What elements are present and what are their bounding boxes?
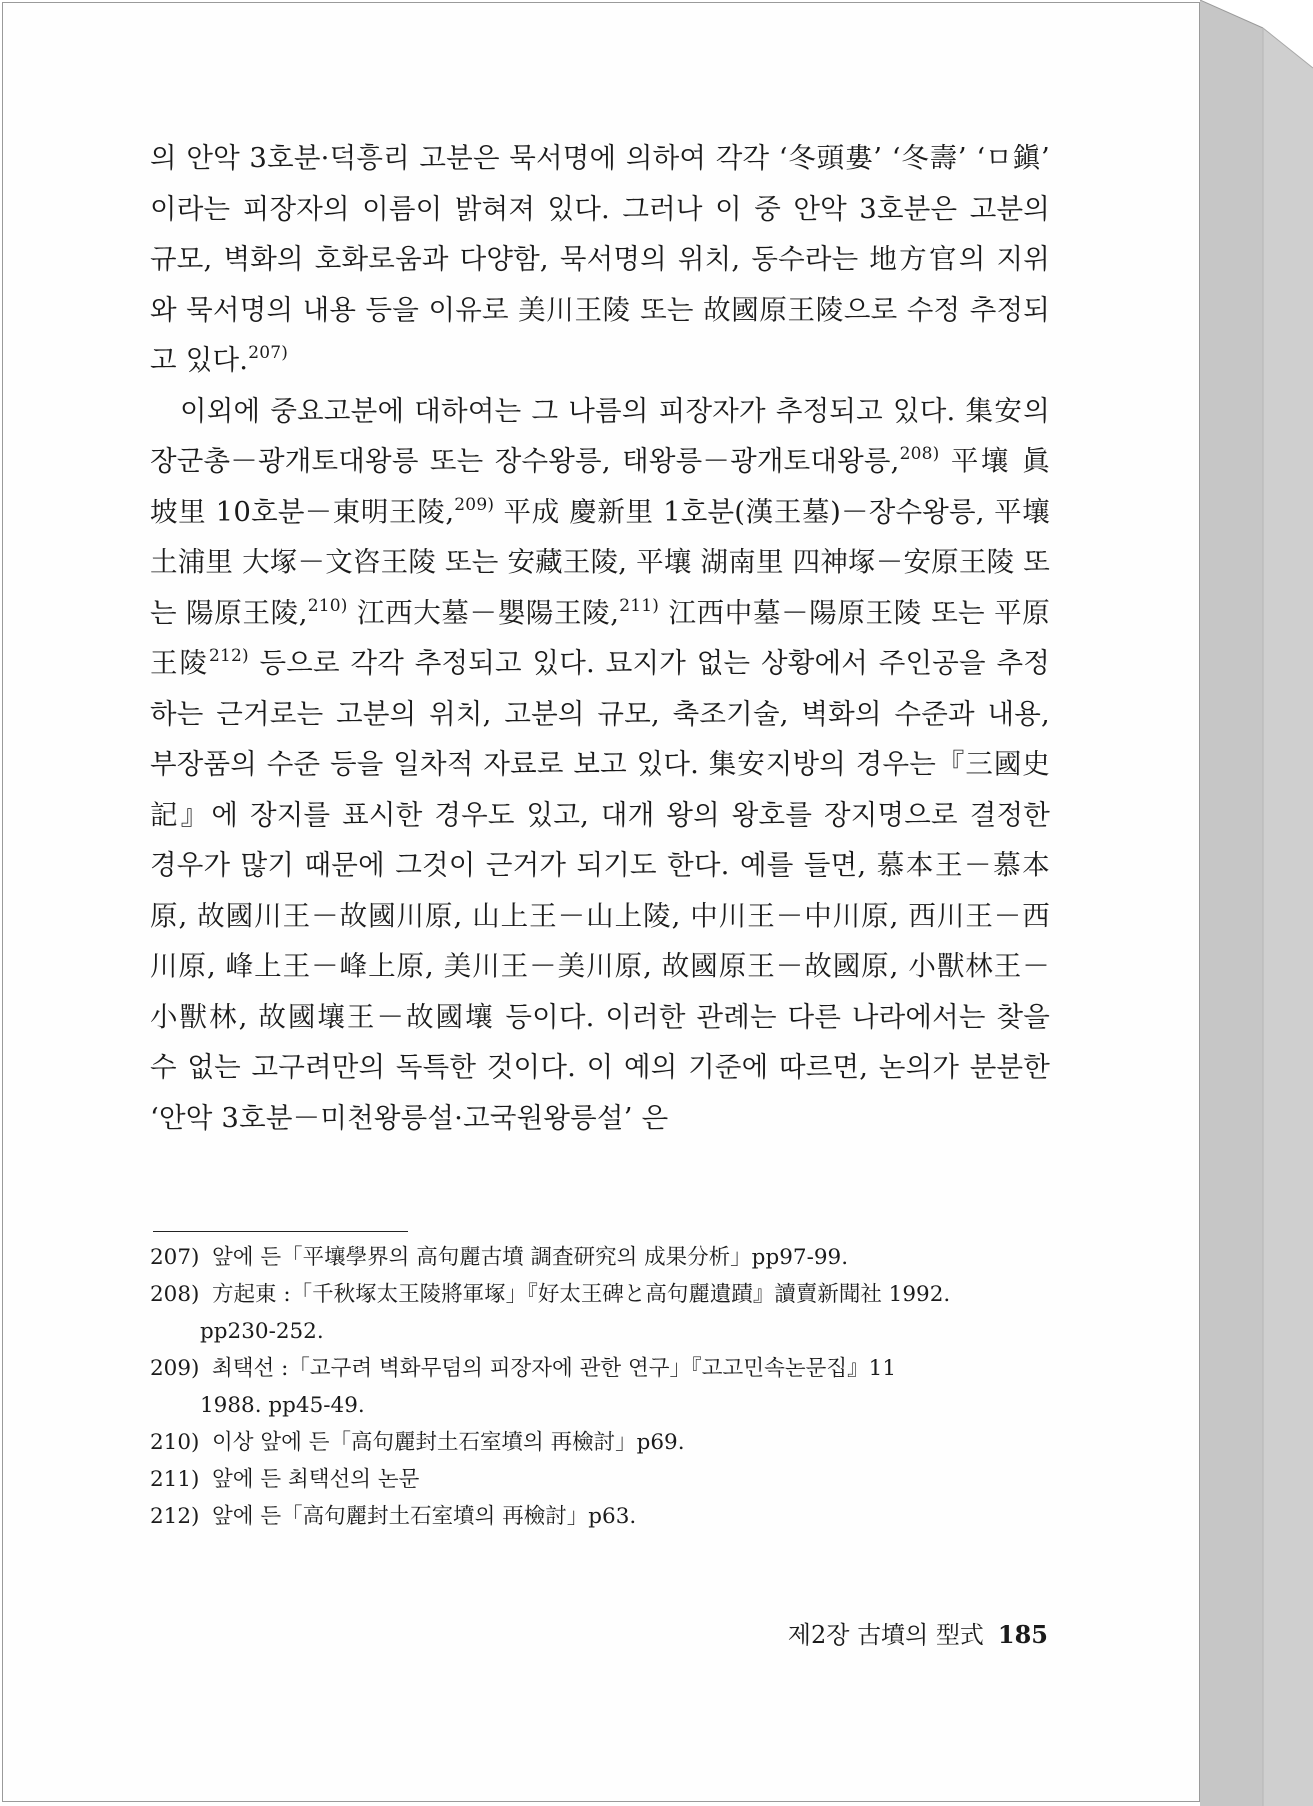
footnote xyxy=(150,1276,1050,1350)
footnote-text: 方起東 :「千秋塚太王陵將軍塚」『好太王碑と高句麗遺蹟』讀賣新聞社 1992. xyxy=(212,1282,951,1307)
footnote-ref: 208) xyxy=(899,444,940,464)
body-text-run: 의 안악 3호분·덕흥리 고분은 묵서명에 의하여 각각 ‘冬頭婁’ ‘冬壽’ ‘ㅁ鎭’ 이라는 피장자의 이름이 밝혀져 있다. 그러나 이 중 안악 3호분은 고분의 규모, 벽화의 호화로움과 다양함, 묵서명의 위치, 동수라는 地方官의 지위와 묵서명의 내용 등을 이유로 美川王陵 또는 故國原王陵으로 수정 추정되고 있다. xyxy=(150,142,1050,376)
footnote xyxy=(150,1424,1050,1461)
footnote xyxy=(150,1498,1050,1535)
running-head: 제2장 古墳의 型式 xyxy=(787,1621,984,1649)
footnote xyxy=(150,1461,1050,1498)
running-footer xyxy=(733,1615,1048,1650)
footnote-ref: 212) xyxy=(208,646,249,666)
body-paragraph xyxy=(150,133,1050,386)
body-text-run: 등으로 각각 추정되고 있다. 묘지가 없는 상황에서 주인공을 추정하는 근거로는 고분의 위치, 고분의 규모, 축조기술, 벽화의 수준과 내용, 부장품의 수준 등을 일차적 자료로 보고 있다. 集安지방의 경우는『三國史記』에 장지를 표시한 경우도 있고, 대개 왕의 왕호를 장지명으로 결정한 경우가 많기 때문에 그것이 근거가 되기도 한다. 예를 들면, 慕本王－慕本原, 故國川王－故國川原, 山上王－山上陵, 中川王－中川原, 西川王－西川原, 峰上王－峰上原, 美川王－美川原, 故國原王－故國原, 小獸林王－小獸林, 故國壤王－故國壤 등이다. 이러한 관례는 다른 나라에서는 찾을 수 없는 고구려만의 독특한 것이다. 이 예의 기준에 따르면, 논의가 분분한 ‘안악 3호분－미천왕릉설·고국원왕릉설’ 은 xyxy=(150,647,1050,1134)
footnote xyxy=(150,1350,1050,1424)
body-text-run: 江西大墓－嬰陽王陵, xyxy=(347,596,620,629)
footnote-number: 207) xyxy=(150,1245,200,1270)
footnote-text: 이상 앞에 든「高句麗封土石室墳의 再檢討」p69. xyxy=(212,1430,685,1455)
footnote-ref: 210) xyxy=(307,595,348,616)
footnote-number: 209) xyxy=(150,1356,200,1381)
footnote-continuation: pp230-252. xyxy=(200,1319,324,1344)
footnote-number: 211) xyxy=(150,1467,200,1492)
body-text-run: 平壤 眞坡里 10호분－東明王陵, xyxy=(150,445,1051,528)
body-text xyxy=(150,133,1050,1143)
footnote-separator xyxy=(153,1231,408,1232)
footnote-text: 앞에 든 최택선의 논문 xyxy=(212,1467,420,1492)
footnote-text: 최택선 :「고구려 벽화무덤의 피장자에 관한 연구」『고고민속논문집』11 xyxy=(212,1356,897,1381)
footnote-ref: 209) xyxy=(454,494,495,515)
body-paragraph xyxy=(150,386,1050,1144)
page-number: 185 xyxy=(997,1620,1048,1649)
footnote-text: 앞에 든「平壤學界의 高句麗古墳 調査研究의 成果分析」pp97-99. xyxy=(212,1245,849,1270)
footnote-number: 208) xyxy=(150,1282,200,1307)
body-text-run: 江西中墓－陽原王陵 또는 平原王陵 xyxy=(150,596,1050,679)
footnote-ref: 207) xyxy=(248,343,289,363)
body-text-run: 平成 慶新里 1호분(漢王墓)－장수왕릉, 平壤 土浦里 大塚－文咨王陵 또는 安藏王陵, 平壤 湖南里 四神塚－安原王陵 또는 陽原王陵, xyxy=(150,495,1050,629)
footnote-text: 앞에 든「高句麗封土石室墳의 再檢討」p63. xyxy=(212,1504,637,1529)
footnote-ref: 211) xyxy=(619,595,660,616)
footnote-continuation: 1988. pp45-49. xyxy=(200,1393,365,1418)
footnote-number: 210) xyxy=(150,1430,200,1455)
body-text-run: 이외에 중요고분에 대하여는 그 나름의 피장자가 추정되고 있다. 集安의 장군총－광개토대왕릉 또는 장수왕릉, 태왕릉－광개토대왕릉, xyxy=(150,394,1050,477)
book-page-edges xyxy=(1200,0,1313,1806)
book-page xyxy=(2,2,1200,1802)
footnote xyxy=(150,1239,1050,1276)
footnote-number: 212) xyxy=(150,1504,200,1529)
footnotes xyxy=(150,1239,1050,1535)
